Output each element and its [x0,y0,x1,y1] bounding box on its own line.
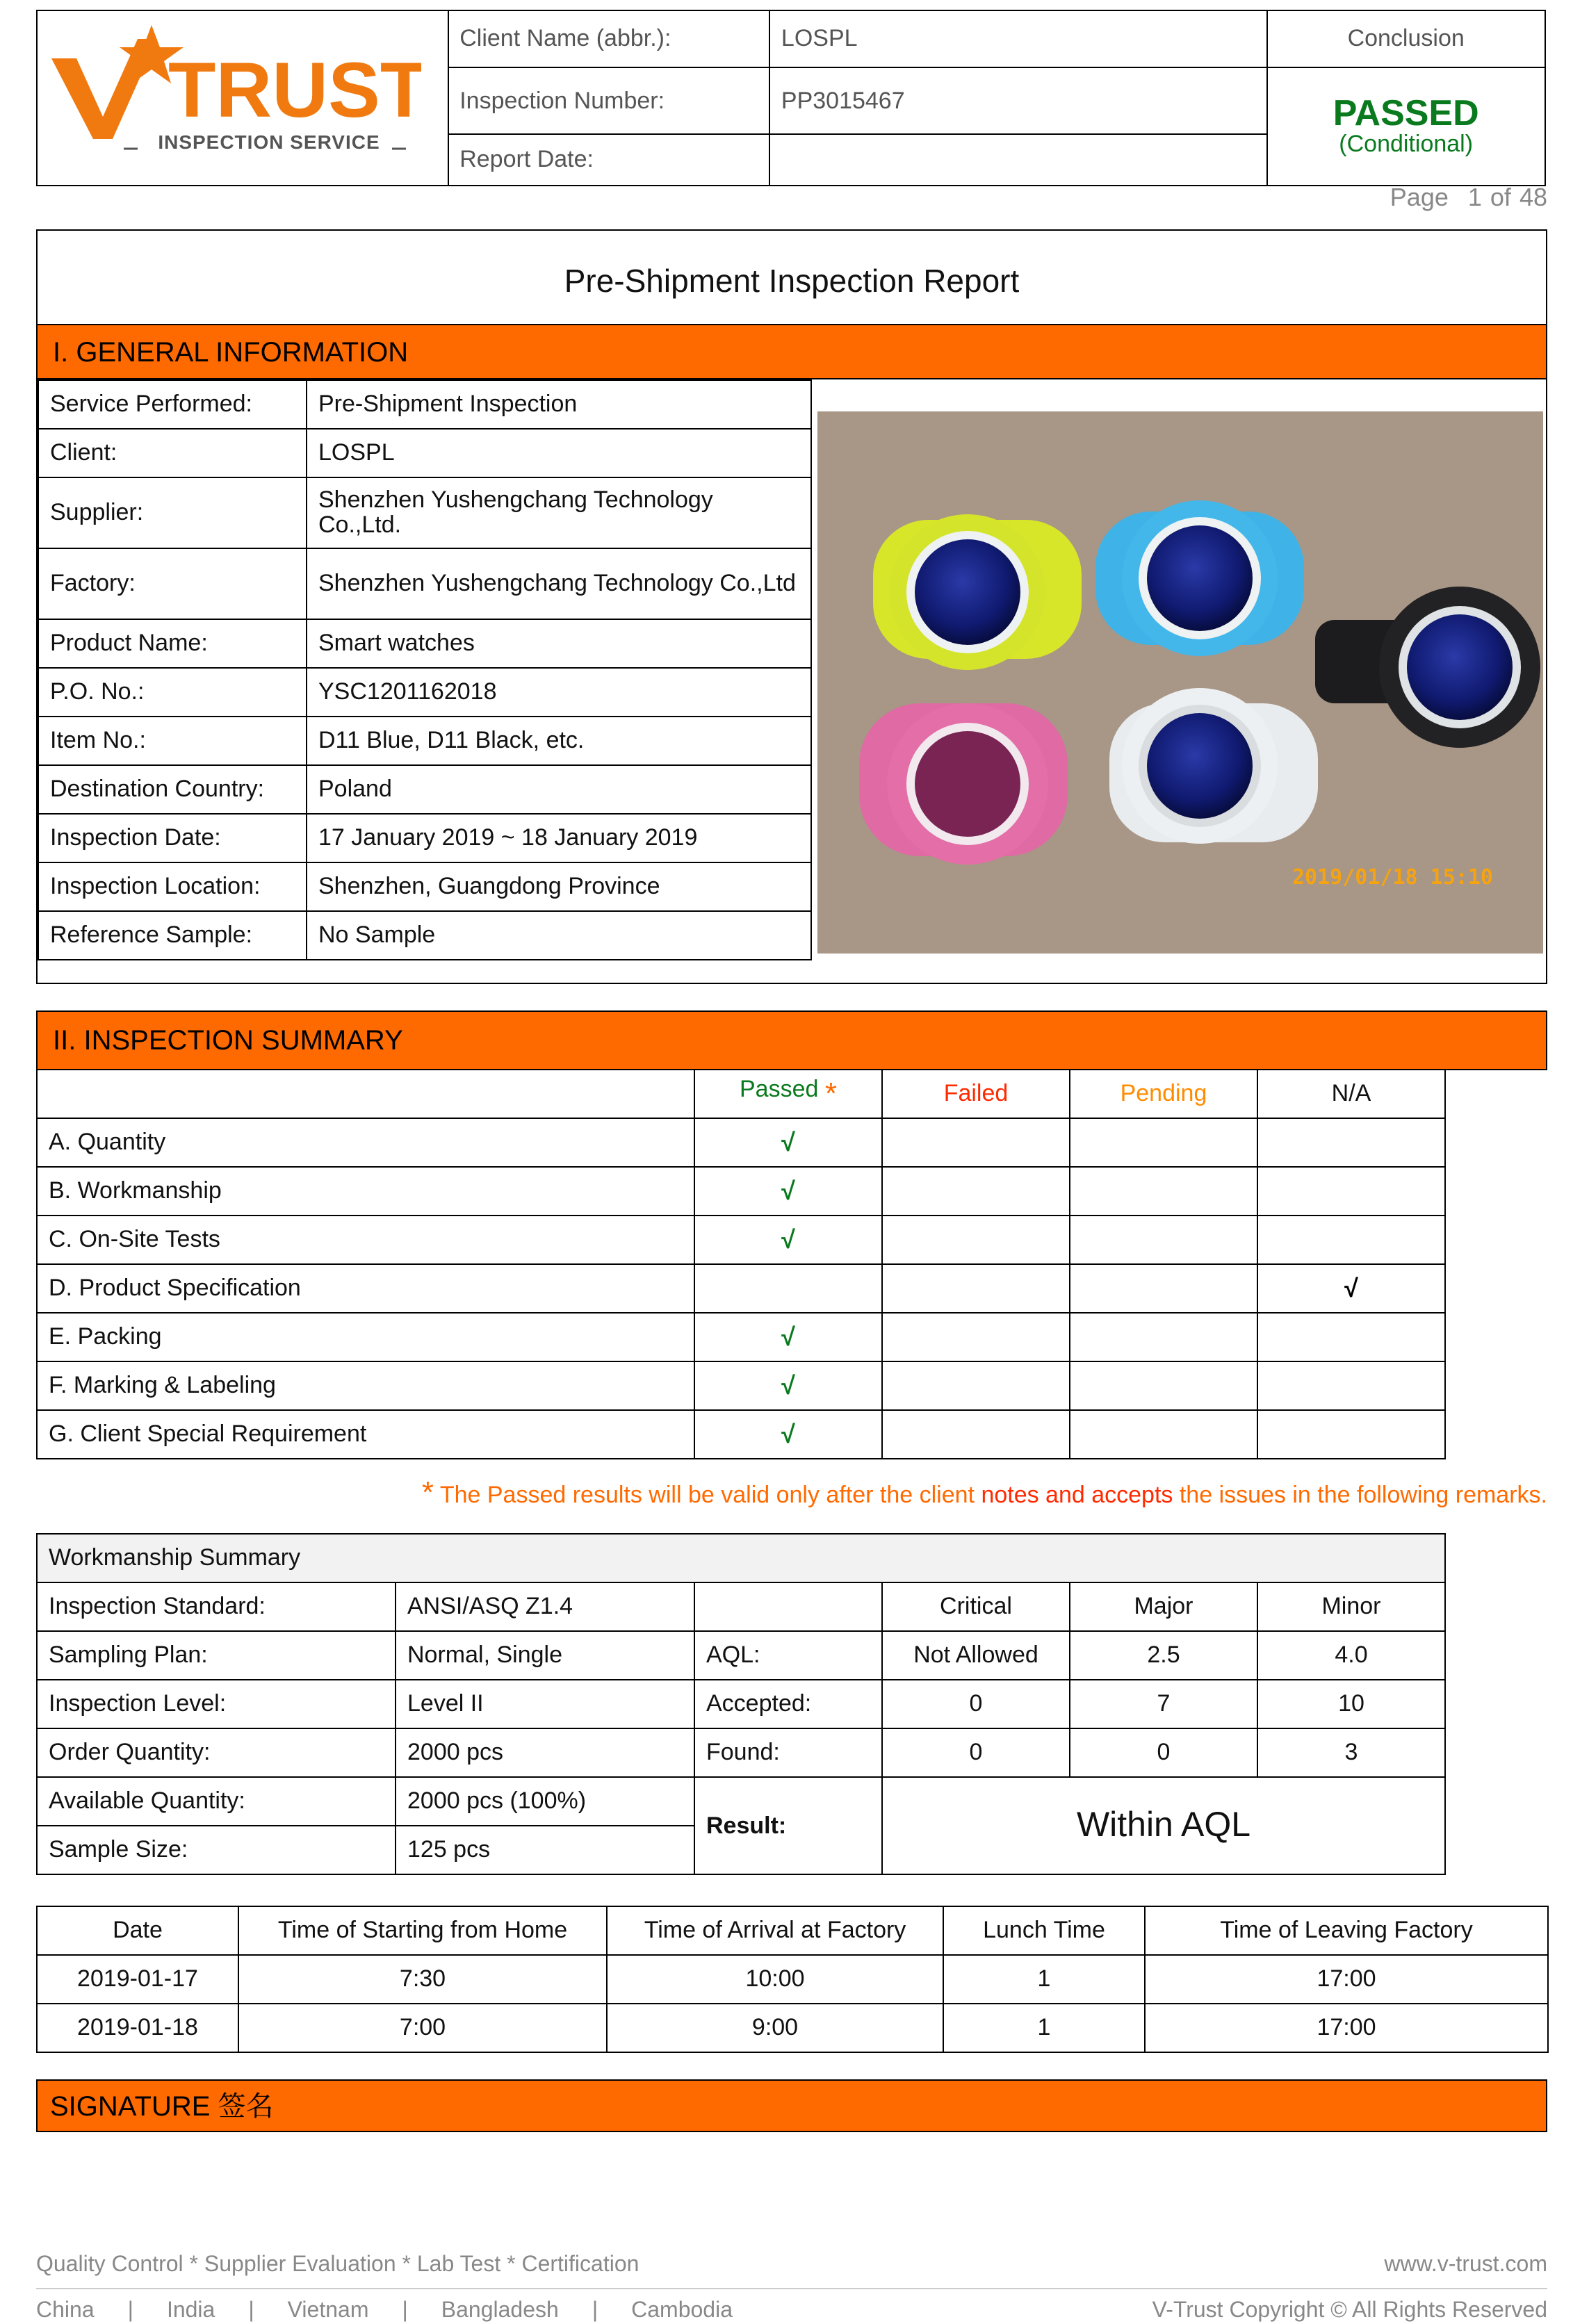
footer-services [36,2253,1547,2278]
schedule-row [37,1955,1548,2004]
summary-empty-cell [1070,1216,1257,1264]
found-major: 0 [1070,1728,1257,1777]
major-header: Major [1070,1582,1257,1631]
general-info-section [36,229,1547,984]
general-info-row [38,911,811,960]
general-info-value: 17 January 2019 ~ 18 January 2019 [307,814,811,862]
general-info-row [38,765,811,814]
summary-empty-cell [882,1118,1070,1167]
inspection-number-label: Inspection Number: [448,67,769,134]
check-mark-icon: √ [1257,1264,1445,1313]
summary-empty-cell [1070,1361,1257,1410]
inspection-standard-label: Inspection Standard: [37,1582,396,1631]
footer-website: www.v-trust.com [1384,2253,1547,2277]
footer-country: Bangladesh [441,2299,559,2323]
page-indicator: Page 1 of 48 [1390,183,1547,211]
order-quantity-value: 2000 pcs [396,1728,694,1777]
summary-empty-cell [882,1361,1070,1410]
check-mark-icon: √ [694,1167,882,1216]
client-label: Client Name (abbr.): [448,10,769,67]
inspection-number-value: PP3015467 [769,67,1266,134]
inspection-summary-table [36,1069,1446,1459]
footer-country: China [36,2299,95,2323]
inspection-standard-value: ANSI/ASQ Z1.4 [396,1582,694,1631]
available-quantity-label: Available Quantity: [37,1777,396,1826]
check-mark-icon: √ [694,1216,882,1264]
passed-note: * The Passed results will be valid only after the client notes and accepts the issues in the following remarks. [421,1475,1547,1509]
footer-services-text: Quality Control * Supplier Evaluation * Lab Test * Certification [36,2253,639,2277]
general-info-value: D11 Blue, D11 Black, etc. [307,717,811,765]
check-mark-icon: √ [694,1118,882,1167]
schedule-cell: 1 [943,1955,1145,2004]
col-na: N/A [1257,1070,1445,1118]
summary-empty-cell [882,1264,1070,1313]
summary-row [37,1167,1445,1216]
summary-row [37,1361,1445,1410]
minor-header: Minor [1257,1582,1445,1631]
sampling-plan-value: Normal, Single [396,1631,694,1680]
summary-empty-cell [882,1216,1070,1264]
schedule-cell: 7:30 [238,1955,607,2004]
summary-item-label: E. Packing [37,1313,694,1361]
signature-heading: SIGNATURE 签名 [36,2079,1547,2132]
photo-timestamp: 2019/01/18 15:10 [1292,865,1493,890]
general-info-value: Shenzhen Yushengchang Technology Co.,Ltd. [307,477,811,548]
summary-empty-cell [1070,1167,1257,1216]
general-info-row [38,668,811,717]
general-info-row [38,548,811,619]
schedule-header: Lunch Time [943,1906,1145,1955]
general-info-value: YSC1201162018 [307,668,811,717]
summary-empty-cell [882,1410,1070,1459]
general-info-label: Inspection Location: [38,862,307,911]
check-mark-icon: √ [694,1410,882,1459]
summary-item-label: D. Product Specification [37,1264,694,1313]
schedule-cell: 10:00 [607,1955,943,2004]
logo-subtitle: INSPECTION SERVICE [158,130,380,152]
inspection-level-label: Inspection Level: [37,1680,396,1728]
summary-item-label: B. Workmanship [37,1167,694,1216]
general-info-label: Inspection Date: [38,814,307,862]
report-header [36,10,1546,186]
product-photo [817,411,1543,954]
schedule-header: Time of Arrival at Factory [607,1906,943,1955]
col-pending: Pending [1070,1070,1257,1118]
conclusion-note: (Conditional) [1339,131,1474,157]
summary-row [37,1216,1445,1264]
check-mark-icon: √ [694,1313,882,1361]
general-info-row [38,619,811,668]
inspection-summary-heading: II. INSPECTION SUMMARY [36,1010,1547,1070]
general-info-label: Reference Sample: [38,911,307,960]
general-info-row [38,814,811,862]
summary-row [37,1313,1445,1361]
summary-empty-cell [882,1167,1070,1216]
general-info-heading: I. GENERAL INFORMATION [38,324,1546,379]
found-minor: 3 [1257,1728,1445,1777]
order-quantity-label: Order Quantity: [37,1728,396,1777]
conclusion-label: Conclusion [1266,10,1545,67]
summary-empty-cell [1257,1118,1445,1167]
schedule-header: Time of Leaving Factory [1145,1906,1548,1955]
general-info-label: Client: [38,429,307,477]
summary-empty-cell [1070,1410,1257,1459]
general-info-row [38,380,811,429]
conclusion-box [1266,67,1545,186]
summary-empty-cell [1257,1167,1445,1216]
schedule-cell: 7:00 [238,2004,607,2052]
schedule-cell: 2019-01-17 [37,1955,238,2004]
schedule-header: Date [37,1906,238,1955]
aql-critical: Not Allowed [882,1631,1070,1680]
report-date-label: Report Date: [448,134,769,186]
summary-item-label: F. Marking & Labeling [37,1361,694,1410]
general-info-row [38,862,811,911]
schedule-cell: 2019-01-18 [37,2004,238,2052]
col-failed: Failed [882,1070,1070,1118]
general-info-value: Poland [307,765,811,814]
footer-country: India [166,2299,215,2323]
footer-copyright: V-Trust Copyright © All Rights Reserved [1152,2299,1547,2323]
accepted-major: 7 [1070,1680,1257,1728]
report-date-value [769,134,1266,186]
schedule-cell: 17:00 [1145,1955,1548,2004]
general-info-label: P.O. No.: [38,668,307,717]
conclusion-value: PASSED [1333,92,1479,133]
logo [37,10,448,186]
found-critical: 0 [882,1728,1070,1777]
general-info-row [38,429,811,477]
summary-empty-cell [1257,1313,1445,1361]
result-label: Result: [694,1777,882,1874]
summary-row [37,1264,1445,1313]
schedule-cell: 17:00 [1145,2004,1548,2052]
general-info-label: Supplier: [38,477,307,548]
general-info-label: Product Name: [38,619,307,668]
summary-row [37,1410,1445,1459]
summary-empty-cell [1257,1216,1445,1264]
footer-country: Cambodia [631,2299,733,2323]
schedule-cell: 1 [943,2004,1145,2052]
schedule-cell: 9:00 [607,2004,943,2052]
schedule-header-row [37,1906,1548,1955]
summary-empty-cell [1070,1264,1257,1313]
general-info-value: LOSPL [307,429,811,477]
summary-empty-cell [1257,1361,1445,1410]
aql-minor: 4.0 [1257,1631,1445,1680]
summary-item-label: A. Quantity [37,1118,694,1167]
summary-empty-cell [882,1313,1070,1361]
footer-country-list: China | India | Vietnam | Bangladesh | Cambodia [36,2299,733,2323]
summary-item-label: G. Client Special Requirement [37,1410,694,1459]
report-title: Pre-Shipment Inspection Report [564,263,1020,299]
general-info-value: Shenzhen, Guangdong Province [307,862,811,911]
critical-header: Critical [882,1582,1070,1631]
found-label: Found: [694,1728,882,1777]
footer-divider [36,2288,1547,2289]
client-value: LOSPL [769,10,1266,67]
col-passed: Passed * [694,1070,882,1118]
summary-item-label: C. On-Site Tests [37,1216,694,1264]
general-info-label: Item No.: [38,717,307,765]
general-info-value: No Sample [307,911,811,960]
svg-text:TRUST: TRUST [168,47,421,133]
footer-country: Vietnam [287,2299,369,2323]
sample-size-label: Sample Size: [37,1826,396,1874]
result-value: Within AQL [882,1777,1445,1874]
check-mark-icon: √ [694,1361,882,1410]
aql-major: 2.5 [1070,1631,1257,1680]
general-info-label: Destination Country: [38,765,307,814]
accepted-minor: 10 [1257,1680,1445,1728]
general-info-value: Shenzhen Yushengchang Technology Co.,Ltd [307,548,811,619]
summary-empty-cell [1070,1313,1257,1361]
accepted-critical: 0 [882,1680,1070,1728]
general-info-table [38,379,812,960]
aql-label: AQL: [694,1631,882,1680]
sampling-plan-label: Sampling Plan: [37,1631,396,1680]
sample-size-value: 125 pcs [396,1826,694,1874]
general-info-value: Smart watches [307,619,811,668]
inspection-level-value: Level II [396,1680,694,1728]
general-info-row [38,717,811,765]
summary-empty-cell [1070,1118,1257,1167]
available-quantity-value: 2000 pcs (100%) [396,1777,694,1826]
general-info-label: Service Performed: [38,380,307,429]
general-info-label: Factory: [38,548,307,619]
summary-row [37,1118,1445,1167]
summary-empty-cell [1257,1410,1445,1459]
schedule-header: Time of Starting from Home [238,1906,607,1955]
schedule-table [36,1906,1549,2053]
footer-countries [36,2299,1547,2324]
vtrust-logo-icon [38,11,421,178]
accepted-label: Accepted: [694,1680,882,1728]
schedule-row [37,2004,1548,2052]
general-info-row [38,477,811,548]
workmanship-heading: Workmanship Summary [37,1534,1445,1582]
general-info-value: Pre-Shipment Inspection [307,380,811,429]
workmanship-summary-table [36,1533,1446,1875]
summary-empty-cell [694,1264,882,1313]
